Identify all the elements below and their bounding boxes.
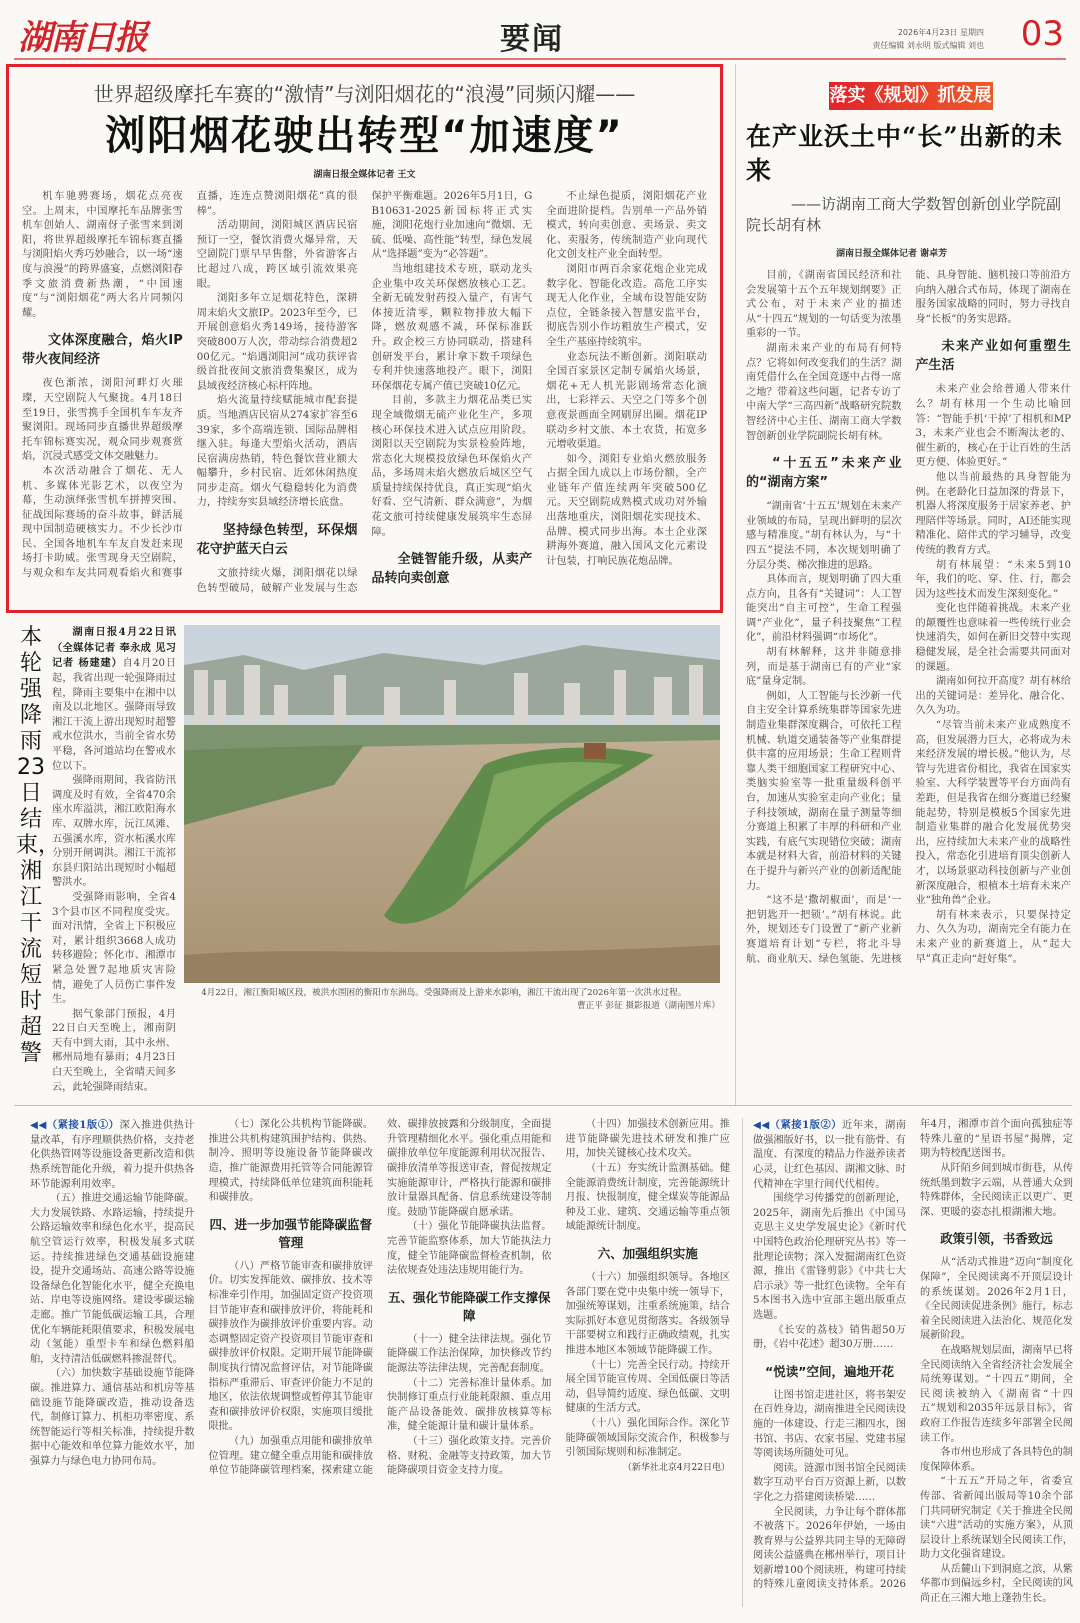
source-note: （新华社北京4月22日电） <box>622 1462 730 1473</box>
energy-article-body <box>30 1118 730 1606</box>
paragraph: （十八）强化国际合作。深化节能降碳领域国际交流合作，积极参与引领国际规则和标准制定。 <box>565 1417 730 1459</box>
paragraph: 变化也伴随着挑战。未来产业的颠覆性也意味着一些传统行业会快速消失，如何在新旧交替中实现稳健发展，是全社会需要共同面对的课题。 <box>915 603 1071 673</box>
page-number: 03 <box>1020 14 1064 54</box>
rain-paragraph: 受强降雨影响，全省43个县市区不同程度受灾。面对汛情，全省上下积极应对，累计组织3668人成功转移避险；怀化市、湘潭市紧急处置7起地质灾害险情，避免了人员伤亡事件发生。 <box>52 891 176 1006</box>
newspaper-logo: 湖南日报 <box>18 18 146 58</box>
paragraph <box>753 1118 906 1192</box>
subheading: 五、强化节能降碳工作支撑保障 <box>387 1289 551 1323</box>
paragraph: 浏阳市两百余家花炮企业完成数字化、智能化改造。高危工序实现无人化作业，全域布设智能安防点位，全链条接入智慧安监平台，彻底告别小作坊粗放生产模式，安全生产基座持续筑牢。 <box>546 263 707 348</box>
paragraph-text: 深入推进供热计量改革，有序理顺供热价格，支持老化供热管网等设施设备更新改造和供热系统智能化升级，着力提升供热各环节能源利用效率。 <box>30 1120 195 1190</box>
paragraph: 湖南如何拉开高度？胡有林给出的关键词是：差异化、融合化、久久为功。 <box>915 676 1071 717</box>
paragraph: 业态玩法不断创新。浏阳联动全国百家景区定制专属焰火场景，烟花+无人机光影剧场常态化演出，七彩祥云、天空之门等多个创意夜景画面全网刷屏出圈。烟花IP联动乡村文旅、本土农货，拓宽多元增收渠道。 <box>546 351 707 451</box>
upper-section <box>0 62 1080 1105</box>
paragraph: （八）严格节能审查和碳排放评价。切实发挥能效、碳排放、技术等标准牵引作用，加强固定资产投资项目节能审查和碳排放评价，将能耗和碳排放作为碳排放评价重要内容。动态调整固定资产投资项目节能审查和碳排放评价权限。定期开展节能降碳制度执行情况监督评估，对节能降碳指标严重滞后、审查评价能力不足的地区，依法依规调整或暂停其节能审查和碳排放评价权限，实施项目缓批限批。 <box>208 1260 373 1433</box>
paragraph: （十三）强化政策支持。完善价格、财税、金融等支持政策，加大节能降碳项目资金支持力度。 <box>387 1435 552 1477</box>
lower-section <box>14 1105 1072 1622</box>
subheading: 未来产业如何重塑生产生活 <box>915 339 1071 374</box>
paragraph: （十一）健全法律法规。强化节能降碳工作法治保障，加快修改节约能源法等法律法规，完善配套制度。 <box>387 1333 552 1374</box>
paragraph: 各市州也形成了各具特色的制度保障体系。 <box>920 1447 1073 1473</box>
photo-figure <box>184 625 720 1013</box>
header-divider <box>14 58 1066 60</box>
paragraph: 目前，《湖南省国民经济和社会发展第十五个五年规划纲要》正式公布，对于未来产业的描述从“十四五”规划的一句话变为浓墨重彩的一节。 <box>746 270 902 340</box>
paragraph: 从阡陌乡间到城市街巷，从传统纸墨到数字云端，从普通大众到特殊群体，全民阅读正以更广、更深、更暖的姿态扎根湖湘大地。 <box>920 1163 1073 1218</box>
paragraph: 胡有林展望：“未来5到10年，我们的吃、穿、住、行，都会因为这些技术而发生深刻变化。” <box>915 559 1071 600</box>
paragraph: 未来产业会给普通人带来什么？胡有林用一个生动比喻回答：“智能手机‘干掉’了相机和MP3，未来产业也会不断淘汰老的、催生新的，核心在于让百姓的生活更方便、体验更好。” <box>915 384 1071 469</box>
subheading: 四、进一步加强节能降碳监督管理 <box>209 1216 372 1250</box>
subheading: 文体深度融合，焰火IP带火夜间经济 <box>22 333 183 368</box>
paragraph: （十六）加强组织领导。各地区各部门要在党中央集中统一领导下，加强统筹谋划，注重系统施策，结合实际抓好本意见贯彻落实。各级领导干部要树立和践行正确政绩观，扎实推进本地区本领域节能降碳工作。 <box>565 1272 730 1356</box>
issue-date: 2026年4月23日 星期四 <box>897 28 984 37</box>
paragraph: 在战略规划层面，湖南早已将全民阅读纳入全省经济社会发展全局统筹谋划。“十四五”期间，全民阅读被纳入《湖南省“十四五”规划和2035年远景目标》，省政府工作报告连续多年部署全民阅读工作。 <box>920 1344 1073 1444</box>
paragraph: “这不是‘撒胡椒面’，而是‘一把钥匙开一把锁’。”胡有林说。此外，规划还专门设置了“新产业新赛道培育计划”专栏，将北斗导航、商业航天、绿色氢能、先进核能、具身智能、脑机接口等前沿方向纳入融合式布局，体现了湖南在服务国家战略的同时，努力寻找自身“长板”的务实思路。 <box>746 270 1071 965</box>
paragraph: 《长安的荔枝》销售超50万册，《岩中花述》超30万册…… <box>753 1324 906 1351</box>
paragraph: （十五）夯实统计监测基础。健全能源消费统计制度，完善能源统计月报、快报制度，健全煤炭等能源品种及工业、建筑、交通运输等重点领域能源统计制度。 <box>565 1163 730 1233</box>
paragraph: 目前，多款主力烟花品类已实现全域微烟无硫产业化生产，多项核心环保技术进入试点应用阶段。浏阳以天空剧院为实景检验阵地，常态化大规模投放绿色环保焰火产品，多场周末焰火燃放后城区空气质量持续保持优良，真正实现“焰火好看、空气清新、群众满意”，为烟花文旅可持续健康发展筑牢生态屏障。 <box>371 395 533 538</box>
paragraph: （十四）加强技术创新应用。推进节能降碳先进技术研发和推广应用，加快关键核心技术攻关。 <box>565 1119 730 1160</box>
paragraph: 当地组建技术专班，联动龙头企业集中攻关环保燃放核心工艺。全新无硫发射药投入量产，有害气体接近清零，颗粒物排放大幅下降，燃放观感不减，环保标准跃升。政企校三方协同联动，搭建科创研发平台，累计拿下数千项绿色专利并快速落地投产。眼下，浏阳环保烟花专属产值已突破10亿元。 <box>371 263 533 392</box>
rain-paragraph: 据气象部门预报，4月22日白天至晚上，湘南阴天有中到大雨，其中永州、郴州局地有暴雨；4月23日白天至晚上，全省晴天间多云，此轮强降雨结束。 <box>52 1008 176 1093</box>
paragraph: 文旅持续火爆，浏阳烟花以绿色转型破局，破解产业发展与生态保护平衡难题。2026年5月1日，GB10631-2025新国标将正式实施，浏阳花炮行业加速向“微烟、无硫、低噪、高性能”转型，绿色发展从“选择题”变为“必答题”。 <box>196 191 533 594</box>
subheading: “十五五”未来产业的“湖南方案” <box>746 456 902 491</box>
paragraph: （七）深化公共机构节能降碳。推进公共机构建筑围护结构、供热、制冷、照明等设施设备节能降碳改造，推广能源费用托管等合同能源管理模式，持续降低单位建筑面积能耗和碳排放。 <box>208 1119 373 1204</box>
subheading: 政策引领，书香致远 <box>940 1231 1053 1247</box>
paragraph: 例如，人工智能与长沙新一代自主安全计算系统集群等国家先进制造业集群深度耦合，可依托工程机械、轨道交通装备等产业集群提供丰富的应用场景；生命工程则背靠人类干细胞国家工程研究中心、类脑实验室等一批重量级科创平台，加速从实验室走向产业化；量子科技领域，湖南在量子测量等细分赛道上积累了丰厚的科研和产业实践，有底气实现错位突破；湖南本就是材料大省，前沿材料的关键在于提升与新兴产业的创新适配能力。 <box>746 690 902 892</box>
lead-body <box>22 190 707 596</box>
paragraph-text: 近年来，湖南做强湘版好书，以一批有筋骨、有温度、有深度的精品力作滋养读者心灵，让红色基因、湖湘文脉、时代精神在字里行间代代相传。 <box>753 1120 906 1190</box>
paragraph: 从岳麓山下到洞庭之滨，从紫华都市到偏远乡村，全民阅读的风尚正在三湘大地上蓬勃生长。 <box>920 1563 1073 1605</box>
subheading: “悦读”空间，遍地开花 <box>765 1363 894 1379</box>
paragraph <box>30 1118 195 1192</box>
paragraph: （五）推进交通运输节能降碳。大力发展铁路、水路运输，持续提升公路运输效率和绿色化水平，提高民航空管运行效率，积极发展多式联运。持续推进绿色交通基础设施建设，提升交通场站、高速公路等设施设备绿色化智能化水平，健全充换电站、岸电等设施网络。建设零碳运输走廊。推广节能低碳运输工具，合理优化车辆能耗限值要求，积极发展电动（氢能）重型卡车和绿色燃料船舶，支持清洁低碳燃料掺混替代。 <box>30 1193 195 1365</box>
caption-text: 4月22日，湘江衡阳城区段，被洪水围困的衡阳市东洲岛。受强降雨及上游来水影响，湘江干流出现了2026年第一次洪水过程。 <box>201 988 687 999</box>
paragraph: 从“活动式推进”迈向“制度化保障”，全民阅读离不开顶层设计的系统谋划。2026年2月1日，《全民阅读促进条例》施行，标志着全民阅读进入法治化、规范化发展新阶段。 <box>920 1257 1073 1342</box>
rain-paragraph: 强降雨期间，我省防汛调度及时有效，全省470余座水库溢洪，湘江欧阳海水库、双牌水库，沅江凤滩、五强溪水库，资水柘溪水库分别开闸调洪。湘江干流祁东县归阳站出现短时小幅超警洪水。 <box>52 775 176 889</box>
paragraph: 胡有林来表示，只要保持定力、久久为功，湖南完全有能力在未来产业的新赛道上，从“起大早”真正走向“赶好集”。 <box>915 909 1071 965</box>
paragraph: （十二）完善标准计量体系。加快制修订重点行业能耗限额、重点用能产品设备能效、碳排放核算等标准，健全能源计量和碳计量体系。 <box>387 1377 552 1433</box>
photo-credit: 曹正平 彭征 摄影报道（湖南图片库） <box>577 1001 720 1012</box>
paragraph: 湖南未来产业的布局有何特点？它将如何改变我们的生活？湖南凭借什么在全国竞逐中占得一席之地？带着这些问题，记者专访了中南大学“三高四新”战略研究院数智经济中心主任、湖南工商大学数智创新创业学院副院长胡有林。 <box>746 342 902 442</box>
subheading: 六、加强组织实施 <box>597 1246 698 1261</box>
rain-paragraph: 自4月20日起，我省出现一轮强降雨过程，降雨主要集中在湘中以南及以北地区。强降雨导致湘江干流上游出现短时超警戒水位洪水，当前全省水势平稳，各河道站均在警戒水位以下。 <box>52 658 177 772</box>
photo-caption <box>184 987 720 1013</box>
paragraph: 胡有林解释，这并非随意排列，而是基于湖南已有的产业“家底”量身定制。 <box>746 647 902 688</box>
rain-headline: 本轮强降雨23日结束，湘江干流短时超警 <box>16 625 61 1067</box>
interview-article <box>735 64 1075 1105</box>
continued-from-label: ◀◀（紧接1版②） <box>753 1119 843 1132</box>
interview-headline: 在产业沃土中“长”出新的未来 <box>746 122 1063 185</box>
paragraph: “十五五”开局之年，省委宣传部、省新闻出版局等10余个部门共同研究制定《关于推进全民阅读“六进”活动的实施方案》，从顶层设计上系统谋划全民阅读工作，助力文化强省建设。 <box>920 1476 1073 1561</box>
reading-article <box>742 1118 1080 1606</box>
masthead <box>0 0 1080 62</box>
paragraph: 本次活动融合了烟花、无人机、多媒体光影艺术，以夜空为幕，生动演绎张雪机车拼搏突围、征战国际赛场的奋斗故事，鲜活展现中国制造硬核实力。不少长沙市民、全国各地机车车友自发赶来现场打卡助威。张雪现身天空剧院，与观众和车友共同观看焰火和赛事直播，连连点赞浏阳烟花“真的很棒”。 <box>22 191 358 580</box>
rain-body <box>52 625 176 1095</box>
rain-article <box>16 625 720 1095</box>
paragraph: （九）加强重点用能和碳排放单位管理。建立健全重点用能和碳排放单位节能降碳管理档案，探索建立能效、碳排放披露和分级制度，全面提升管理精细化水平。强化重点用能和碳排放单位年度能源利用状况报告、碳排放清单等报送审查，督促按规定实施能源审计，严格执行能源和碳排放计量器具配备、信息系统建设等制度。鼓励节能降碳自愿承诺。 <box>208 1119 552 1477</box>
reading-article-body <box>753 1118 1073 1606</box>
paragraph: “湖南省‘十五五’规划在未来产业领域的布局，呈现出鲜明的层次感与精准度。”胡有林认为，与“十四五”提法不同，本次规划明确了分层分类、梯次推进的思路。 <box>746 501 902 571</box>
continued-from-label: ◀◀（紧接1版①） <box>30 1119 120 1132</box>
editors: 责任编辑 刘永明 版式编辑 刘也 <box>872 41 984 50</box>
subheading: 坚持绿色转型，环保烟花守护蓝天白云 <box>196 523 358 558</box>
interview-subtitle: ——访湖南工商大学数智创新创业学院副院长胡有林 <box>746 195 1062 234</box>
paragraph: 具体而言，规划明确了四大重点方向，且各有“关键词”：人工智能突出“自主可控”，生命工程强调“产业化”，量子科技聚焦“工程化”，前沿材料强调“市场化”。 <box>746 574 902 644</box>
rain-dateline: 湖南日报4月22日讯（全媒体记者 奉永成 见习记者 杨建建） <box>52 626 176 670</box>
paragraph: 让图书馆走进社区，将书架安在百姓身边，湖南推进全民阅读设施的一体建设、行走三湘四水，图书馆、书店、农家书屋、党建书屋等阅读场所随处可见。 <box>753 1389 906 1460</box>
lead-headline: 浏阳烟花驶出转型“加速度” <box>105 113 624 159</box>
paragraph: 阅读。涟源市图书馆全民阅读数字互动平台百万资源上新，以数字化之力搭建阅读桥梁…… <box>753 1462 906 1503</box>
paragraph: 全民阅读，力争让每个群体都不被落下。2026年伊始，一场由教育界与公益界共同主导的无障碍阅读公益盛典在郴州举行，项目计划新增100个阅读班，构建可持续的特殊儿童阅读支持体系。2026年4月，湘潭市首个面向孤独症等特殊儿童的“星语书屋”揭牌，定期为特校配送图书。 <box>753 1119 1073 1591</box>
lead-byline: 湖南日报全媒体记者 王文 <box>313 170 416 180</box>
interview-byline: 湖南日报全媒体记者 谢卓芳 <box>836 249 948 259</box>
series-badge: 落实《规划》抓发展 <box>829 82 993 110</box>
paragraph: 夜色渐浓，浏阳河畔灯火璀璨，天空剧院人气聚拢。4月18日至19日，张雪携手全国机车车友齐聚浏阳。现场同步直播世界超级摩托车锦标赛实况，观众同步观赛赏焰，沉浸式感受文体交融魅力。 <box>22 378 183 463</box>
paragraph: （六）加快数字基础设施节能降碳。推进算力、通信基站和机房等基础设施节能降碳改造，推动设备迭代，制修订算力、机柜功率密度、系统智能运行等相关标准，持续提升数据中心能效和单位算力能效水平，加强算力与绿色电力协同布局。 <box>30 1368 195 1467</box>
lead-kicker: 世界超级摩托车赛的“激情”与浏阳烟花的“浪漫”同频闪耀—— <box>93 82 636 106</box>
paragraph: 如今，浏阳专业焰火燃放服务占据全国九成以上市场份额，全产业链年产值连续两年突破500亿元。天空剧院成熟模式成功对外输出落地重庆，浏阳烟花实现技术、品牌、模式同步出海。本土企业深耕海外赛道，融入国风文化元素设计包装，打响民族花炮品牌。 <box>546 453 707 567</box>
issue-info <box>872 26 984 52</box>
section-title: 要闻 <box>500 22 564 57</box>
paragraph: 他以当前最热的具身智能为例。在老龄化日益加深的背景下，机器人将深度服务于居家养老、护理陪伴等场景。同时，AI还能实现精准化、陪伴式的学习辅导，改变传统的教育方式。 <box>915 471 1071 556</box>
paragraph: “尽管当前未来产业成熟度不高，但发展潜力巨大，必将成为未来经济发展的增长极。”他认为，尽管与先进省份相比，我省在国家实验室、大科学装置等平台方面尚有差距，但是我省在细分赛道已经聚能起势，特别是模板5个国家先进制造业集群的融合化发展优势突出，应持续加大未来产业的战略性投入，常态化引进培育顶尖创新人才，以场景驱动科技创新与产业创新深度融合，根植本土培育未来产业“独角兽”企业。 <box>915 720 1071 907</box>
lead-article <box>6 64 723 613</box>
paragraph: 机车驰骋赛场，烟花点亮夜空。上周末，中国摩托车品牌张雪机车创始人、湖南伢子张雪来到浏阳，将世界超级摩托车锦标赛直播与浏阳焰火秀巧妙融合，以一场“速度与浪漫”的跨界盛宴，点燃浏阳春季文旅消费新热潮，“中国速度”与“浏阳烟花”两大名片同频闪耀。 <box>22 191 183 319</box>
paragraph: （十）强化节能降碳执法监督。完善节能监察体系，加大节能执法力度，健全节能降碳监督检查机制，依法依规查处违法违规用能行为。 <box>387 1221 552 1277</box>
paragraph: （十七）完善全民行动。持续开展全国节能宣传周、全国低碳日等活动，倡导简约适度、绿色低碳、文明健康的生活方式。 <box>565 1359 730 1415</box>
left-column <box>6 64 723 1105</box>
paragraph: 不止绿色提质，浏阳烟花产业全面进阶提档。告别单一产品外销模式，转向卖创意、卖场景、卖文化、卖服务，传统制造产业向现代化文创支柱产业全面转型。 <box>546 191 707 261</box>
subheading: 全链智能升级，从卖产品转向卖创意 <box>371 552 533 587</box>
flood-photo <box>184 625 720 983</box>
paragraph: 浏阳多年立足烟花特色，深耕周末焰火文旅IP。2023年至今，已开展创意焰火秀149场，接待游客突破800万人次，带动综合消费超200亿元。“焰遇浏阳河”成功获评省级首批夜间文旅消费集聚区，成为县域夜经济核心标杆阵地。 <box>196 293 358 392</box>
paragraph: 围绕学习传播党的创新理论，2025年，湖南先后推出《中国马克思主义史学发展史论》《新时代中国特色政治伦理研究丛书》等一批理论读物；深入发掘湖南红色资源，推出《雷锋剪影》《中共七大启示录》等一批红色读物。全年有5本图书入选中宣部主题出版重点选题。 <box>753 1193 906 1321</box>
interview-body <box>746 269 1071 967</box>
paragraph: 焰火流量持续赋能城市配套提质。当地酒店民宿从274家扩容至639家，多个高端连锁、国际品牌相继入驻。每逢大型焰火活动，酒店民宿满房热销，特色餐饮营业额大幅攀升，乡村民宿、近郊休闲热度同步走高。烟火气稳稳转化为消费力，持续夯实县域经济增长底盘。 <box>196 395 358 509</box>
paragraph: 活动期间，浏阳城区酒店民宿预订一空，餐饮消费火爆异常，天空剧院门票早早售罄，外省游客占比超过八成，跨区域引流效果亮眼。 <box>196 220 358 290</box>
